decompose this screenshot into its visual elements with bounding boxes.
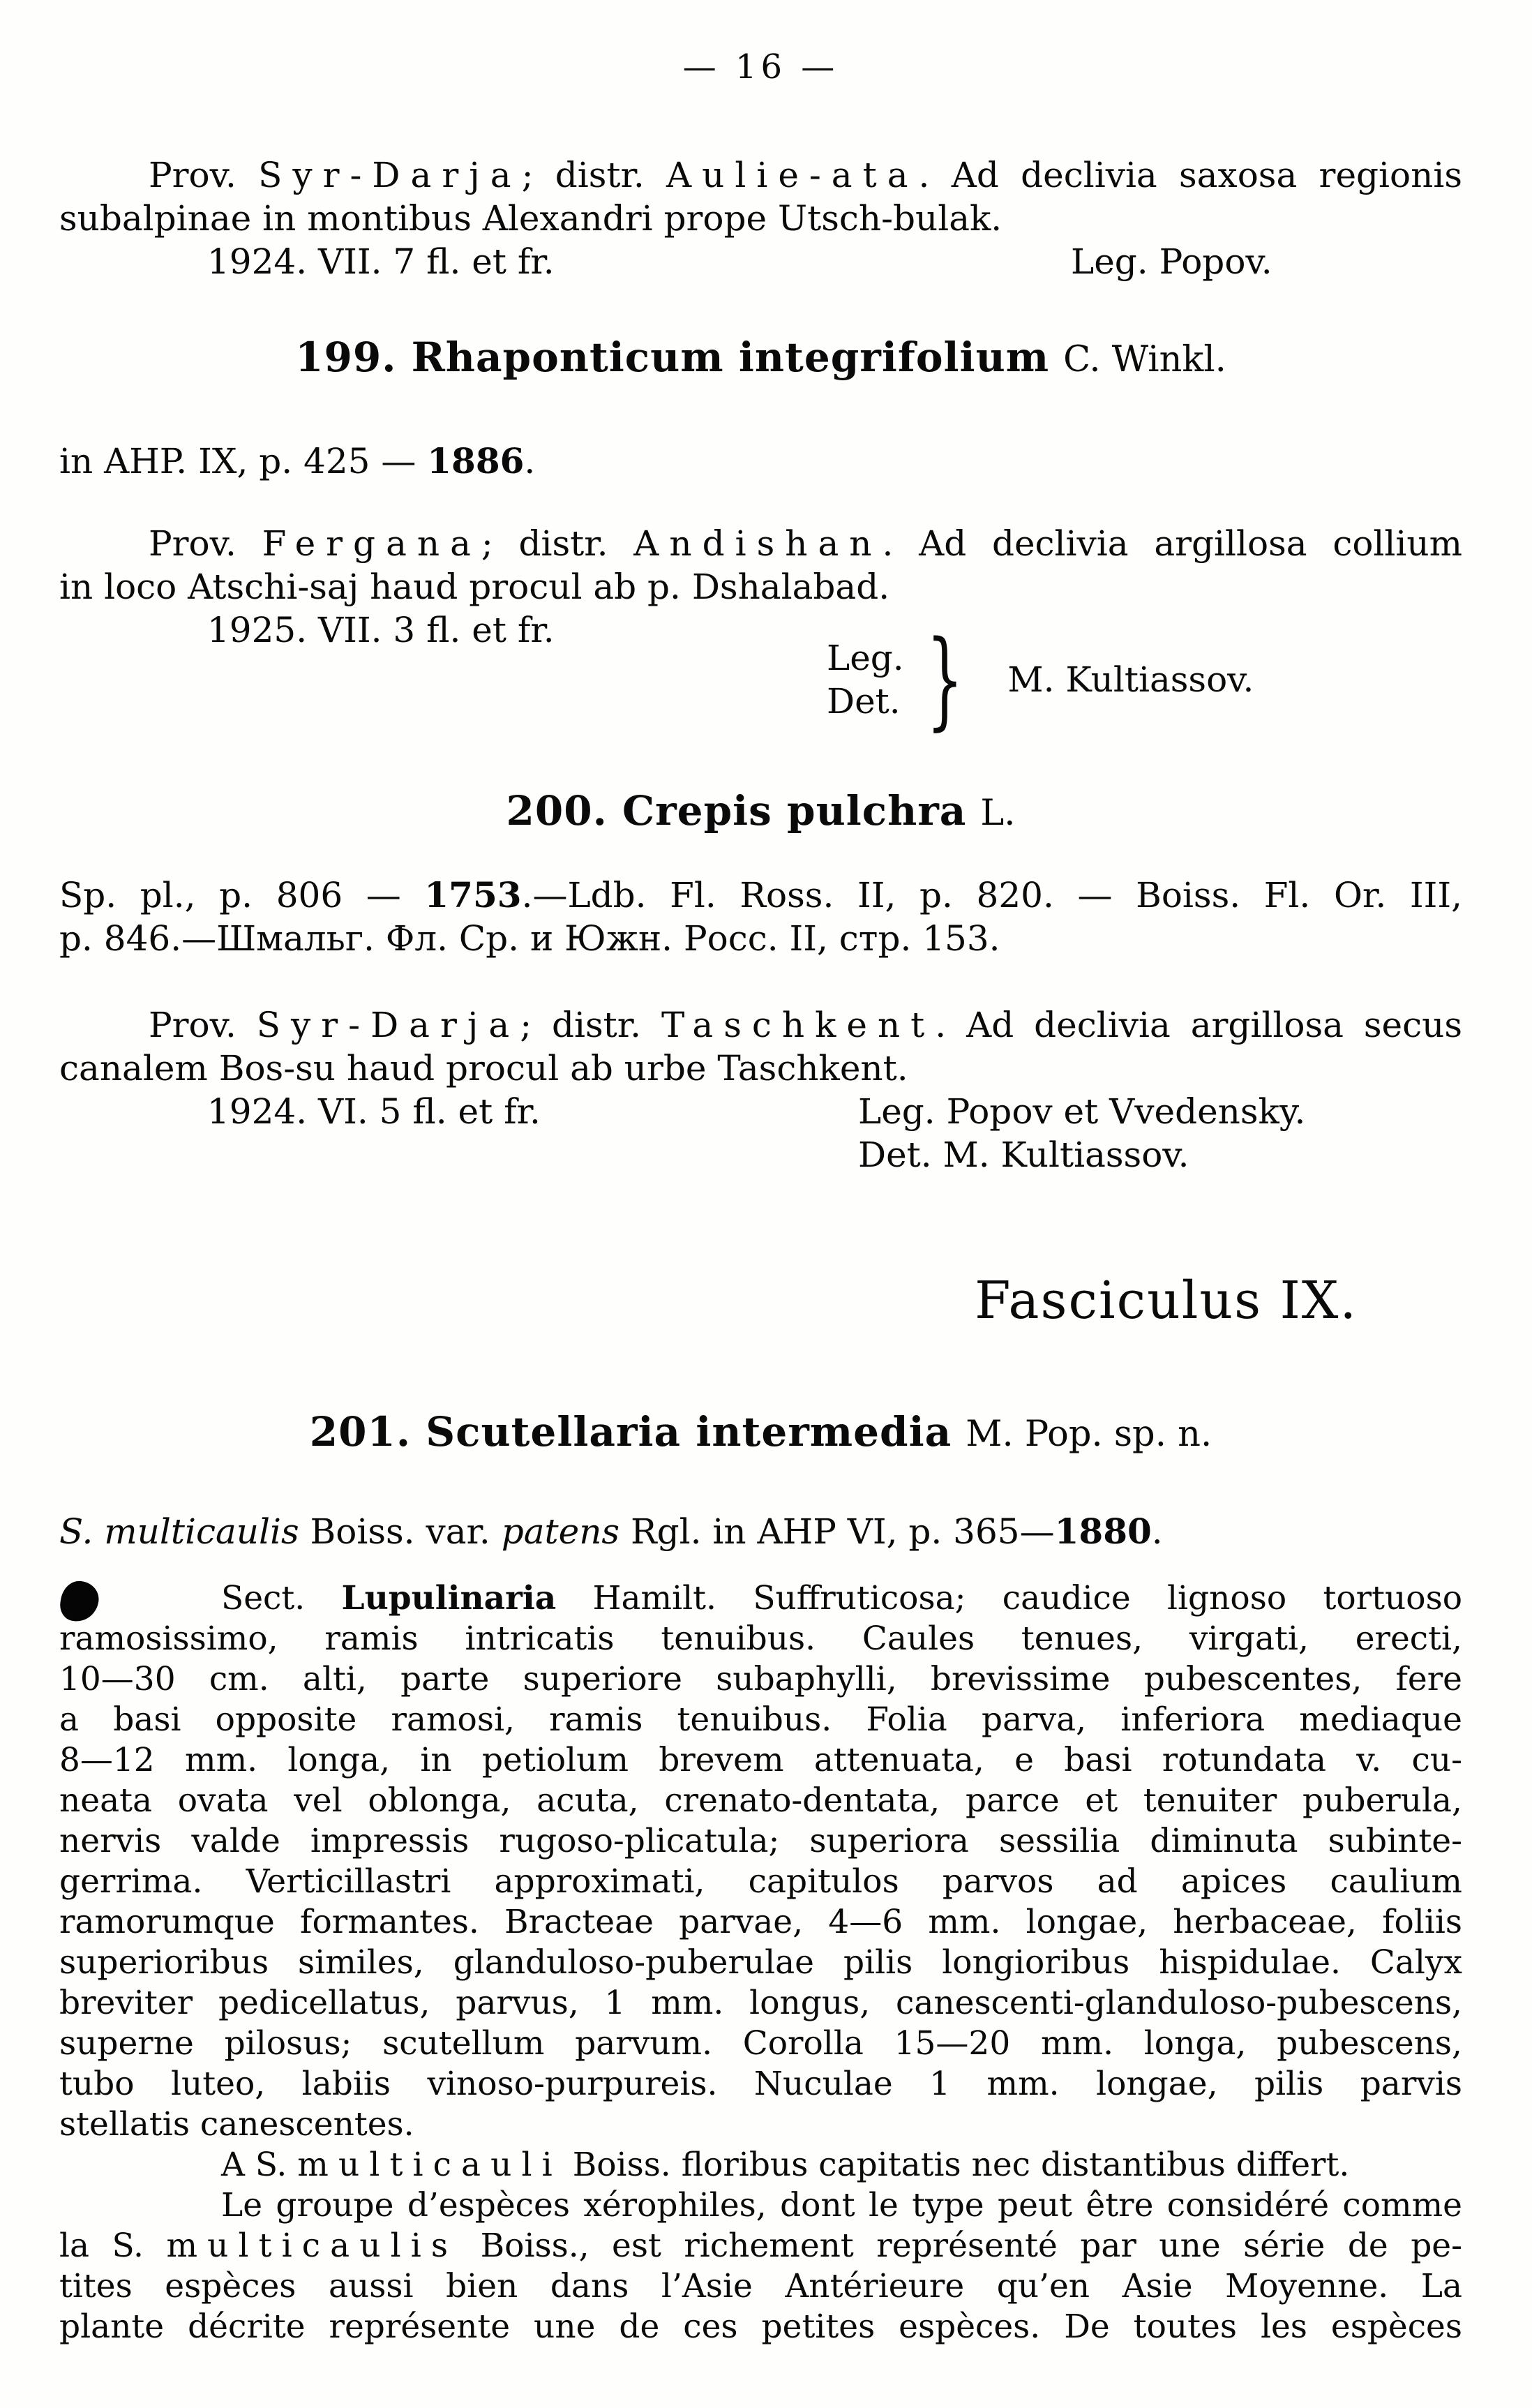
description-line-9: ramorumque formantes. Bracteae parvae, 4—6 mm. longae, herbaceae, foliis <box>59 1903 1462 1941</box>
text-segment: Rgl. in AHP VI, p. 365— <box>619 1511 1055 1552</box>
text-segment: . Ad declivia saxosa regionis <box>918 155 1462 195</box>
text-segment: . <box>524 441 536 481</box>
fasciculus-label: Fasciculus IX. <box>975 1271 1358 1331</box>
species-author: M. Pop. sp. n. <box>966 1414 1212 1455</box>
text-segment: A S. <box>221 2146 298 2184</box>
date-line <box>59 1090 1462 1133</box>
note-line-1: Le groupe d’espèces xérophiles, dont le type peut être considéré comme <box>221 2186 1462 2224</box>
description-line-7: nervis valde impressis rugoso-plicatula; superiora sessilia diminuta subinte- <box>59 1822 1462 1860</box>
species-author: C. Winkl. <box>1063 339 1226 380</box>
diagnosis-line <box>59 2145 1462 2185</box>
text-segment: ; distr. <box>520 1005 661 1045</box>
collection-date: 1924. VI. 5 fl. et fr. <box>207 1091 541 1132</box>
entry-200 <box>59 787 1462 1176</box>
entry-201 <box>59 1408 1462 2347</box>
description-line-13: tubo luteo, labiis vinoso-purpureis. Nuculae 1 mm. longae, pilis parvis <box>59 2065 1462 2103</box>
locality-line-1 <box>59 1003 1462 1047</box>
description-line-11: breviter pedicellatus, parvus, 1 mm. longus, canescenti-glanduloso-pubescens, <box>59 1984 1462 2022</box>
locality-line-2: in loco Atschi-saj haud procul ab p. Dshalabad. <box>59 567 890 607</box>
text-segment: Boiss., est richement représenté par une série de pe- <box>458 2227 1462 2265</box>
locality-line-1 <box>59 154 1462 197</box>
province-name: Syr-Darja <box>256 1005 520 1045</box>
text-segment: Boiss. floribus capitatis nec distantibus differt. <box>562 2146 1350 2184</box>
publication-year: 1880 <box>1054 1511 1152 1552</box>
leg-det-labels <box>827 636 904 723</box>
description-line-6: neata ovata vel oblonga, acuta, crenato-dentata, parce et tenuiter puberula, <box>59 1781 1462 1820</box>
collector-credit: Leg. Popov. <box>1071 241 1272 282</box>
species-heading-200 <box>59 787 1462 837</box>
text-segment: ; distr. <box>521 155 667 195</box>
species-number-name: 200. Crepis pulchra <box>506 787 967 835</box>
locality-line-2: canalem Bos-su haud procul ab urbe Taschkent. <box>59 1048 908 1089</box>
text-segment: ; distr. <box>481 523 634 564</box>
district-name: Andishan <box>633 523 883 564</box>
french-note <box>59 2185 1462 2347</box>
text-segment: . Ad declivia argillosa collium <box>882 523 1463 564</box>
entry-199 <box>59 334 1463 741</box>
ink-blot-mark <box>58 1579 101 1624</box>
leg-label: Leg. <box>827 638 904 678</box>
entry-198-continuation <box>59 154 1462 283</box>
species-number-name: 199. Rhaponticum integrifolium <box>295 334 1050 381</box>
text-segment: . Ad declivia argillosa secus <box>935 1005 1462 1045</box>
text-segment: Sp. pl., p. 806 — <box>59 875 425 915</box>
province-name: Fergana <box>262 523 481 564</box>
description-line-2: ramosissimo, ramis intricatis tenuibus. Caules tenues, virgati, erecti, <box>59 1620 1462 1658</box>
note-line-2 <box>59 2226 1462 2266</box>
text-segment: Prov. <box>149 1005 257 1045</box>
page-number: — 16 — <box>682 47 839 87</box>
reference-line-2: p. 846.—Шмальг. Фл. Ср. и Южн. Росс. II, стр. 153. <box>59 918 1000 959</box>
text-segment: . <box>1151 1511 1163 1552</box>
determiner-name: M. Kultiassov. <box>1007 659 1254 700</box>
text-segment: Sect. <box>221 1579 342 1617</box>
text-segment: Hamilt. Suffruticosa; caudice lignoso tortuoso <box>556 1579 1462 1617</box>
collection-date: 1924. VII. 7 fl. et fr. <box>207 241 555 282</box>
description-paragraph <box>59 1578 1462 2145</box>
species-name-spaced: multicaulis <box>166 2227 458 2265</box>
collection-date: 1925. VII. 3 fl. et fr. <box>207 610 555 650</box>
leg-det-block <box>827 618 1462 741</box>
district-name: Taschkent <box>661 1005 936 1045</box>
text-segment: Prov. <box>149 523 262 564</box>
text-segment: Prov. <box>149 155 259 195</box>
locality-line-1 <box>59 522 1462 565</box>
synonym-name: S. multicaulis <box>59 1511 299 1552</box>
compared-species: multicauli <box>297 2146 562 2184</box>
text-segment: la S. <box>59 2227 167 2265</box>
description-line-3: 10—30 cm. alti, parte superiore subaphylli, brevissime pubescentes, fere <box>59 1660 1462 1698</box>
note-line-3: tites espèces aussi bien dans l’Asie Antérieure qu’en Asie Moyenne. La <box>59 2267 1462 2305</box>
description-line-1 <box>59 1578 1462 1619</box>
reference-line-1 <box>59 874 1462 917</box>
publication-year: 1753 <box>424 874 522 915</box>
description-line-10: superioribus similes, glanduloso-puberulae pilis longioribus hispidulae. Calyx <box>59 1943 1462 1982</box>
province-name: Syr-Darja <box>258 155 522 195</box>
det-label: Det. <box>827 681 901 721</box>
reference-line <box>59 440 1462 483</box>
species-heading-201 <box>59 1408 1462 1458</box>
date-line <box>59 240 1462 283</box>
determiner-credit: Det. M. Kultiassov. <box>858 1135 1189 1175</box>
description-line-12: superne pilosus; scutellum parvum. Corolla 15—20 mm. longa, pubescens, <box>59 2024 1462 2063</box>
description-line-5: 8—12 mm. longa, in petiolum brevem attenuata, e basi rotundata v. cu- <box>59 1741 1462 1779</box>
page-content <box>59 0 1462 2347</box>
collectors-credit: Leg. Popov et Vvedensky. <box>858 1091 1306 1132</box>
description-line-4: a basi opposite ramosi, ramis tenuibus. Folia parva, inferiora mediaque <box>59 1700 1462 1739</box>
curly-brace: } <box>926 618 963 741</box>
description-line-8: gerrima. Verticillastri approximati, capitulos parvos ad apices caulium <box>59 1862 1462 1901</box>
note-line-4: plante décrite représente une de ces petites espèces. De toutes les espèces <box>59 2308 1462 2346</box>
description-line-14: stellatis canescentes. <box>59 2105 414 2144</box>
species-number-name: 201. Scutellaria intermedia <box>309 1408 952 1456</box>
publication-year: 1886 <box>427 440 525 481</box>
text-segment: in AHP. IX, p. 425 — <box>59 441 428 481</box>
variety-epithet: patens <box>501 1511 620 1552</box>
text-segment: .—Ldb. Fl. Ross. II, p. 820. — Boiss. Fl. Or. III, <box>521 875 1463 915</box>
species-heading-199 <box>59 334 1462 384</box>
locality-line-2: subalpinae in montibus Alexandri prope Utsch-bulak. <box>59 198 1002 239</box>
district-name: Aulie-ata <box>666 155 919 195</box>
text-segment: Boiss. var. <box>299 1511 502 1552</box>
section-name: Lupulinaria <box>341 1579 557 1617</box>
synonymy-line <box>59 1510 1462 1553</box>
species-author: L. <box>980 793 1016 834</box>
